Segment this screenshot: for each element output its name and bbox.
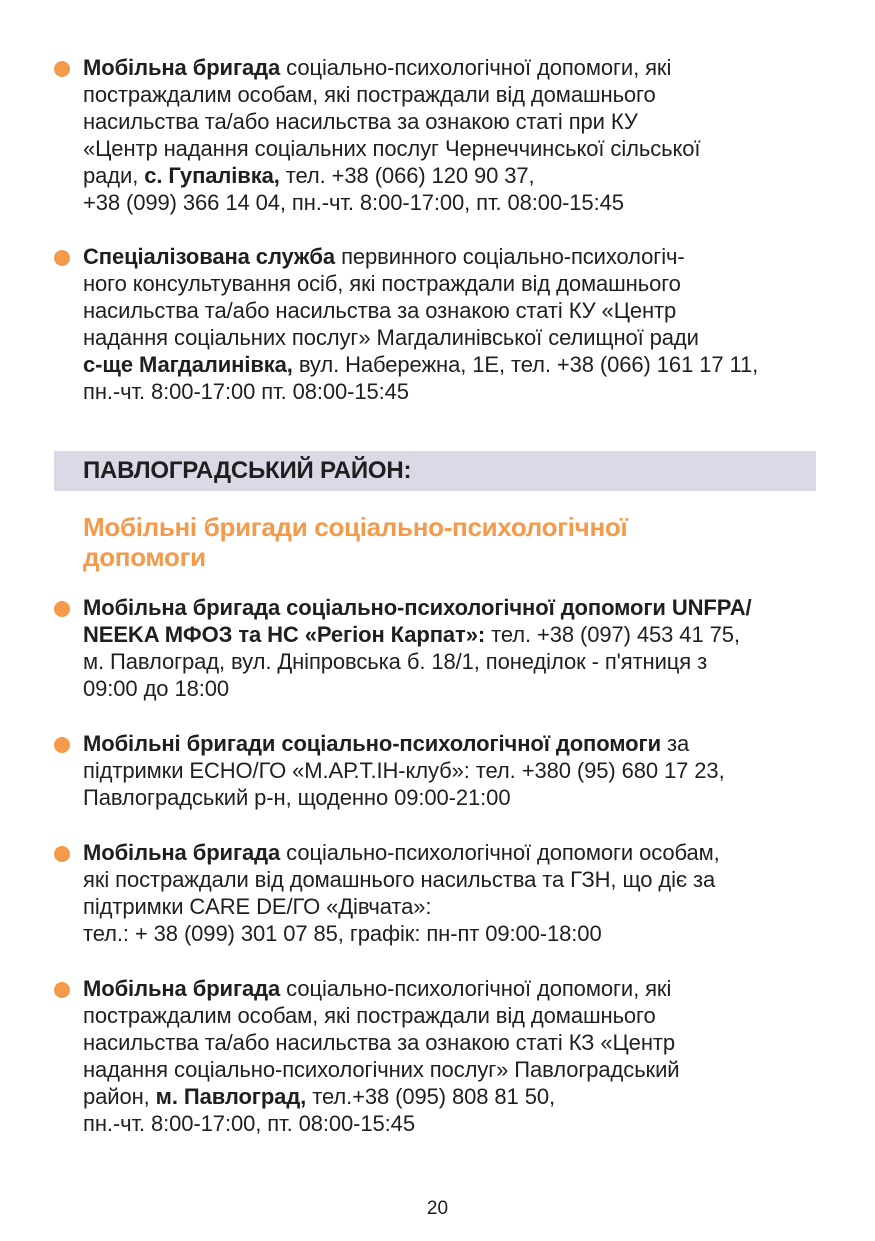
entry-bold-text: Мобільна бригада соціально-психологічної допомоги UNFPA/: [83, 595, 752, 620]
entry-text: постраждалим особам, які постраждали від домашнього: [83, 1003, 656, 1028]
entry-line: [83, 920, 833, 947]
entry-mobile-team-hupalivka: [83, 54, 833, 216]
entry-line: [83, 162, 833, 189]
entry-line: [83, 351, 833, 378]
entry-text: соціально-психологічної допомоги, які: [280, 55, 672, 80]
entry-text: тел. +38 (097) 453 41 75,: [485, 622, 740, 647]
entry-line: [83, 839, 833, 866]
entry-text: підтримки CARE DE/ГО «Дівчата»:: [83, 894, 432, 919]
entry-text: пн.-чт. 8:00-17:00, пт. 08:00-15:45: [83, 1111, 415, 1136]
entry-line: [83, 1110, 833, 1137]
entry-text: постраждалим особам, які постраждали від домашнього: [83, 82, 656, 107]
entry-text: підтримки ECHO/ГО «М.АР.Т.ІН-клуб»: тел. +380 (95) 680 17 23,: [83, 758, 725, 783]
entry-line: [83, 866, 833, 893]
entry-text: насильства та/або насильства за ознакою статі КЗ «Центр: [83, 1030, 675, 1055]
entry-line: [83, 784, 833, 811]
entry-care-mobile-team: [83, 839, 833, 947]
entry-text: насильства та/або насильства за ознакою статі при КУ: [83, 109, 638, 134]
entry-line: [83, 621, 833, 648]
entry-text: які постраждали від домашнього насильства та ГЗН, що діє за: [83, 867, 716, 892]
entry-line: [83, 108, 833, 135]
entry-line: [83, 1002, 833, 1029]
entry-text: район,: [83, 1084, 156, 1109]
entry-line: [83, 757, 833, 784]
entry-text: тел.+38 (095) 808 81 50,: [306, 1084, 555, 1109]
bullet-icon: [54, 846, 70, 862]
entry-bold-text: м. Павлоград,: [155, 1084, 307, 1109]
entry-line: [83, 893, 833, 920]
entry-mobile-team-pavlohrad: [83, 975, 833, 1137]
bullet-icon: [54, 250, 70, 266]
entry-text: м. Павлоград, вул. Дніпровська б. 18/1, понеділок - п'ятниця з: [83, 649, 708, 674]
entry-line: [83, 648, 833, 675]
entry-bold-text: с-ще Магдалинівка,: [83, 352, 293, 377]
entry-text: тел.: + 38 (099) 301 07 85, графік: пн-пт 09:00-18:00: [83, 921, 602, 946]
entry-bold-text: Мобільні бригади соціально-психологічної допомоги: [83, 731, 662, 756]
bullet-icon: [54, 601, 70, 617]
entry-line: [83, 730, 833, 757]
entry-bold-text: с. Гупалівка,: [144, 163, 280, 188]
section-title: [83, 512, 627, 572]
region-title: ПАВЛОГРАДСЬКИЙ РАЙОН:: [83, 457, 412, 484]
entry-text: за: [661, 731, 690, 756]
entry-unfpa-mobile-team: [83, 594, 833, 702]
entry-line: [83, 135, 833, 162]
entry-text: ного консультування осіб, які постраждали від домашнього: [83, 271, 681, 296]
entry-text: насильства та/або насильства за ознакою статі КУ «Центр: [83, 298, 677, 323]
entry-line: [83, 324, 833, 351]
entry-bold-text: Мобільна бригада: [83, 840, 281, 865]
entry-text: соціально-психологічної допомоги особам,: [280, 840, 720, 865]
entry-bold-text: Спеціалізована служба: [83, 244, 336, 269]
page-number: 20: [426, 1198, 449, 1219]
entry-text: «Центр надання соціальних послуг Чернеччинської сільської: [83, 136, 701, 161]
entry-text: надання соціально-психологічних послуг» Павлоградський: [83, 1057, 680, 1082]
entry-line: [83, 975, 833, 1002]
entry-line: [83, 378, 833, 405]
entry-line: [83, 81, 833, 108]
entry-line: [83, 1056, 833, 1083]
entry-line: [83, 594, 833, 621]
section-title-line-2: допомоги: [83, 542, 206, 572]
bullet-icon: [54, 982, 70, 998]
section-title-line-1: Мобільні бригади соціально-психологічної: [83, 512, 628, 542]
entry-text: пн.-чт. 8:00-17:00 пт. 08:00-15:45: [83, 379, 409, 404]
entry-line: [83, 675, 833, 702]
entry-text: Павлоградський р-н, щоденно 09:00-21:00: [83, 785, 511, 810]
bullet-icon: [54, 61, 70, 77]
entry-text: первинного соціально-психологіч-: [335, 244, 685, 269]
entry-text: +38 (099) 366 14 04, пн.-чт. 8:00-17:00, пт. 08:00-15:45: [83, 190, 624, 215]
entry-text: соціально-психологічної допомоги, які: [280, 976, 672, 1001]
entry-bold-text: Мобільна бригада: [83, 976, 281, 1001]
entry-echo-mobile-teams: [83, 730, 833, 811]
entry-line: [83, 189, 833, 216]
entry-line: [83, 54, 833, 81]
entry-text: 09:00 до 18:00: [83, 676, 230, 701]
entry-line: [83, 297, 833, 324]
entry-line: [83, 270, 833, 297]
entry-text: вул. Набережна, 1Е, тел. +38 (066) 161 17 11,: [292, 352, 759, 377]
entry-line: [83, 243, 833, 270]
entry-bold-text: Мобільна бригада: [83, 55, 281, 80]
entry-line: [83, 1029, 833, 1056]
entry-line: [83, 1083, 833, 1110]
entry-specialized-service-mahdalynivka: [83, 243, 833, 405]
entry-text: ради,: [83, 163, 145, 188]
bullet-icon: [54, 737, 70, 753]
entry-text: тел. +38 (066) 120 90 37,: [279, 163, 535, 188]
entry-bold-text: NEEKA МФОЗ та НС «Регіон Карпат»:: [83, 622, 486, 647]
entry-text: надання соціальних послуг» Магдалинівської селищної ради: [83, 325, 699, 350]
